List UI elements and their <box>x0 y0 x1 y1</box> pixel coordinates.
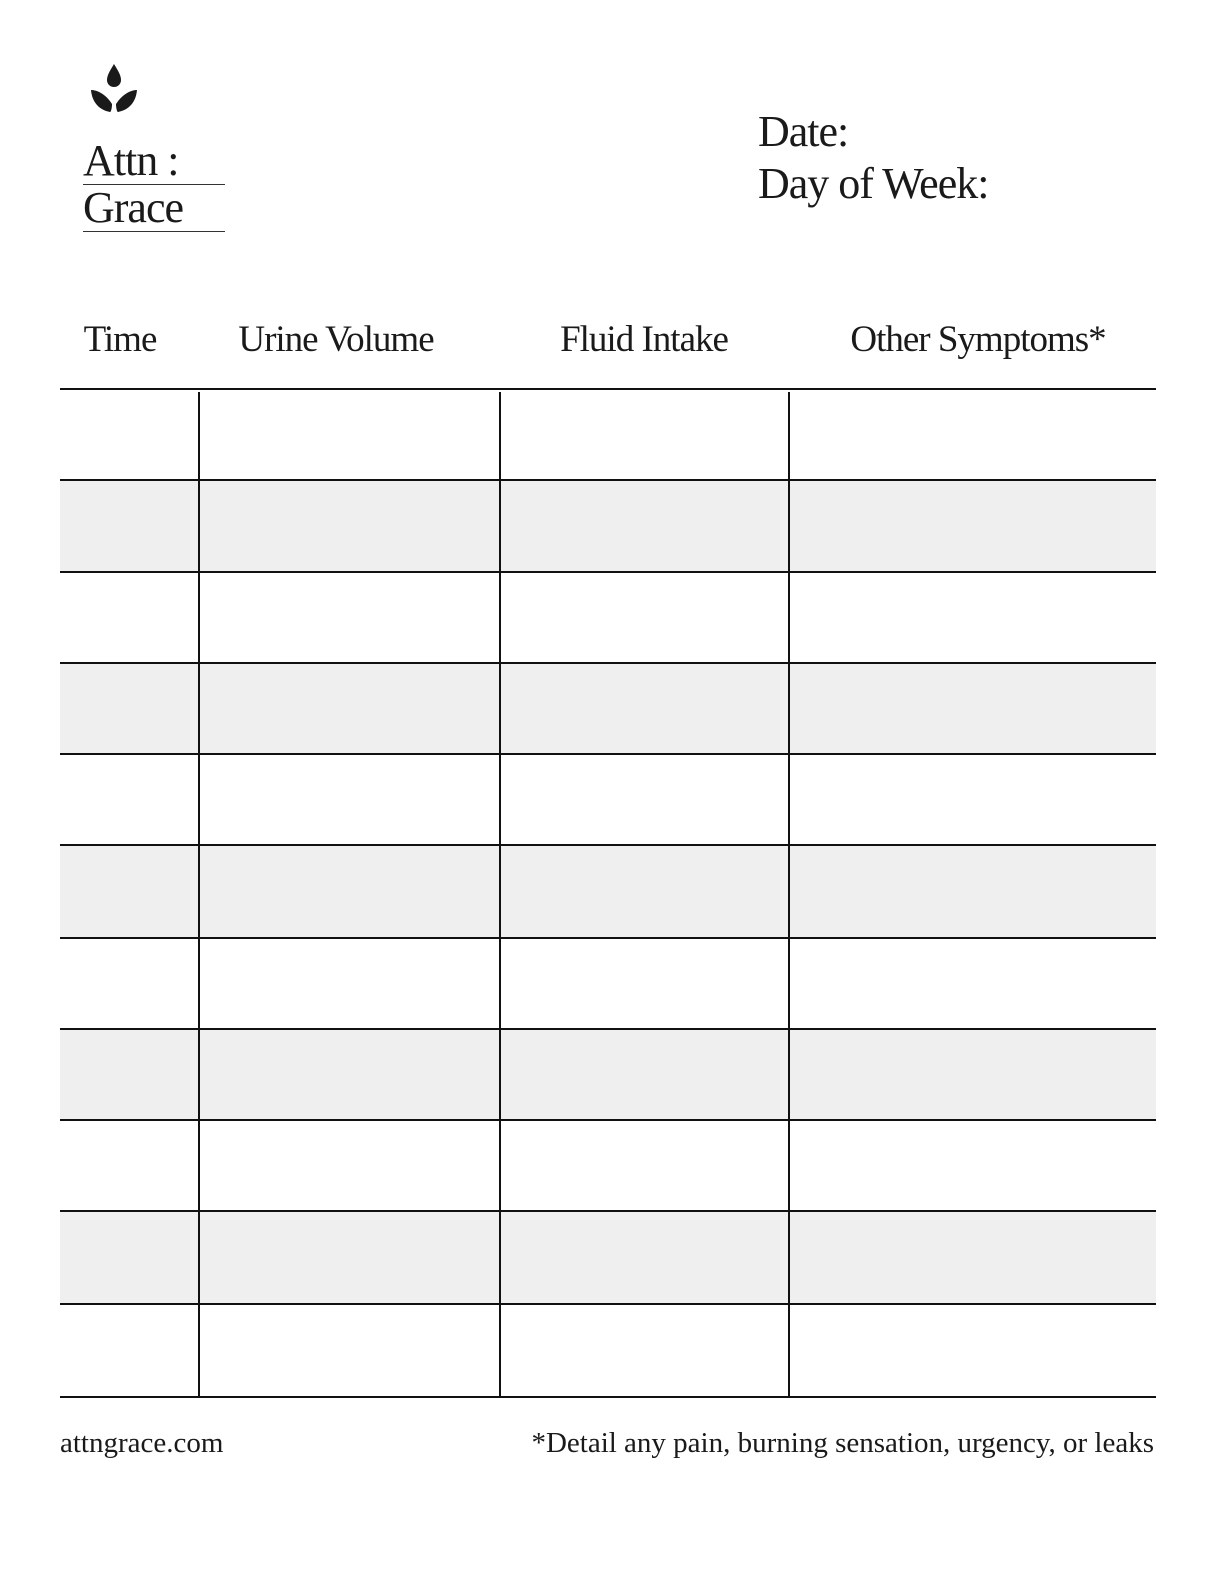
website-link: attngrace.com <box>60 1427 224 1459</box>
column-header-fluid-intake: Fluid Intake <box>560 319 728 360</box>
date-block <box>758 106 988 210</box>
table-row[interactable] <box>60 753 1156 845</box>
table-row[interactable] <box>60 1303 1156 1398</box>
table-row[interactable] <box>60 844 1156 938</box>
table-row[interactable] <box>60 1210 1156 1304</box>
log-table <box>60 388 1156 1398</box>
day-of-week-label: Day of Week: <box>758 159 989 208</box>
column-header-urine-volume: Urine Volume <box>238 319 434 360</box>
footnote: *Detail any pain, burning sensation, urgency, or leaks <box>531 1427 1154 1459</box>
column-header-time: Time <box>83 319 157 360</box>
column-header-other-symptoms: Other Symptoms* <box>850 319 1106 360</box>
table-row[interactable] <box>60 1028 1156 1120</box>
column-divider-1 <box>198 392 200 1396</box>
column-divider-3 <box>788 392 790 1396</box>
table-row[interactable] <box>60 662 1156 754</box>
column-divider-2 <box>499 392 501 1396</box>
brand-line-1: Attn : <box>83 138 225 185</box>
lotus-drop-icon <box>90 62 138 114</box>
table-row[interactable] <box>60 571 1156 663</box>
table-row[interactable] <box>60 479 1156 572</box>
table-row[interactable] <box>60 1119 1156 1211</box>
brand-line-2: Grace <box>83 185 225 232</box>
date-label: Date: <box>758 107 849 156</box>
table-row[interactable] <box>60 937 1156 1029</box>
table-row[interactable] <box>60 388 1156 480</box>
brand-wordmark <box>83 138 225 232</box>
